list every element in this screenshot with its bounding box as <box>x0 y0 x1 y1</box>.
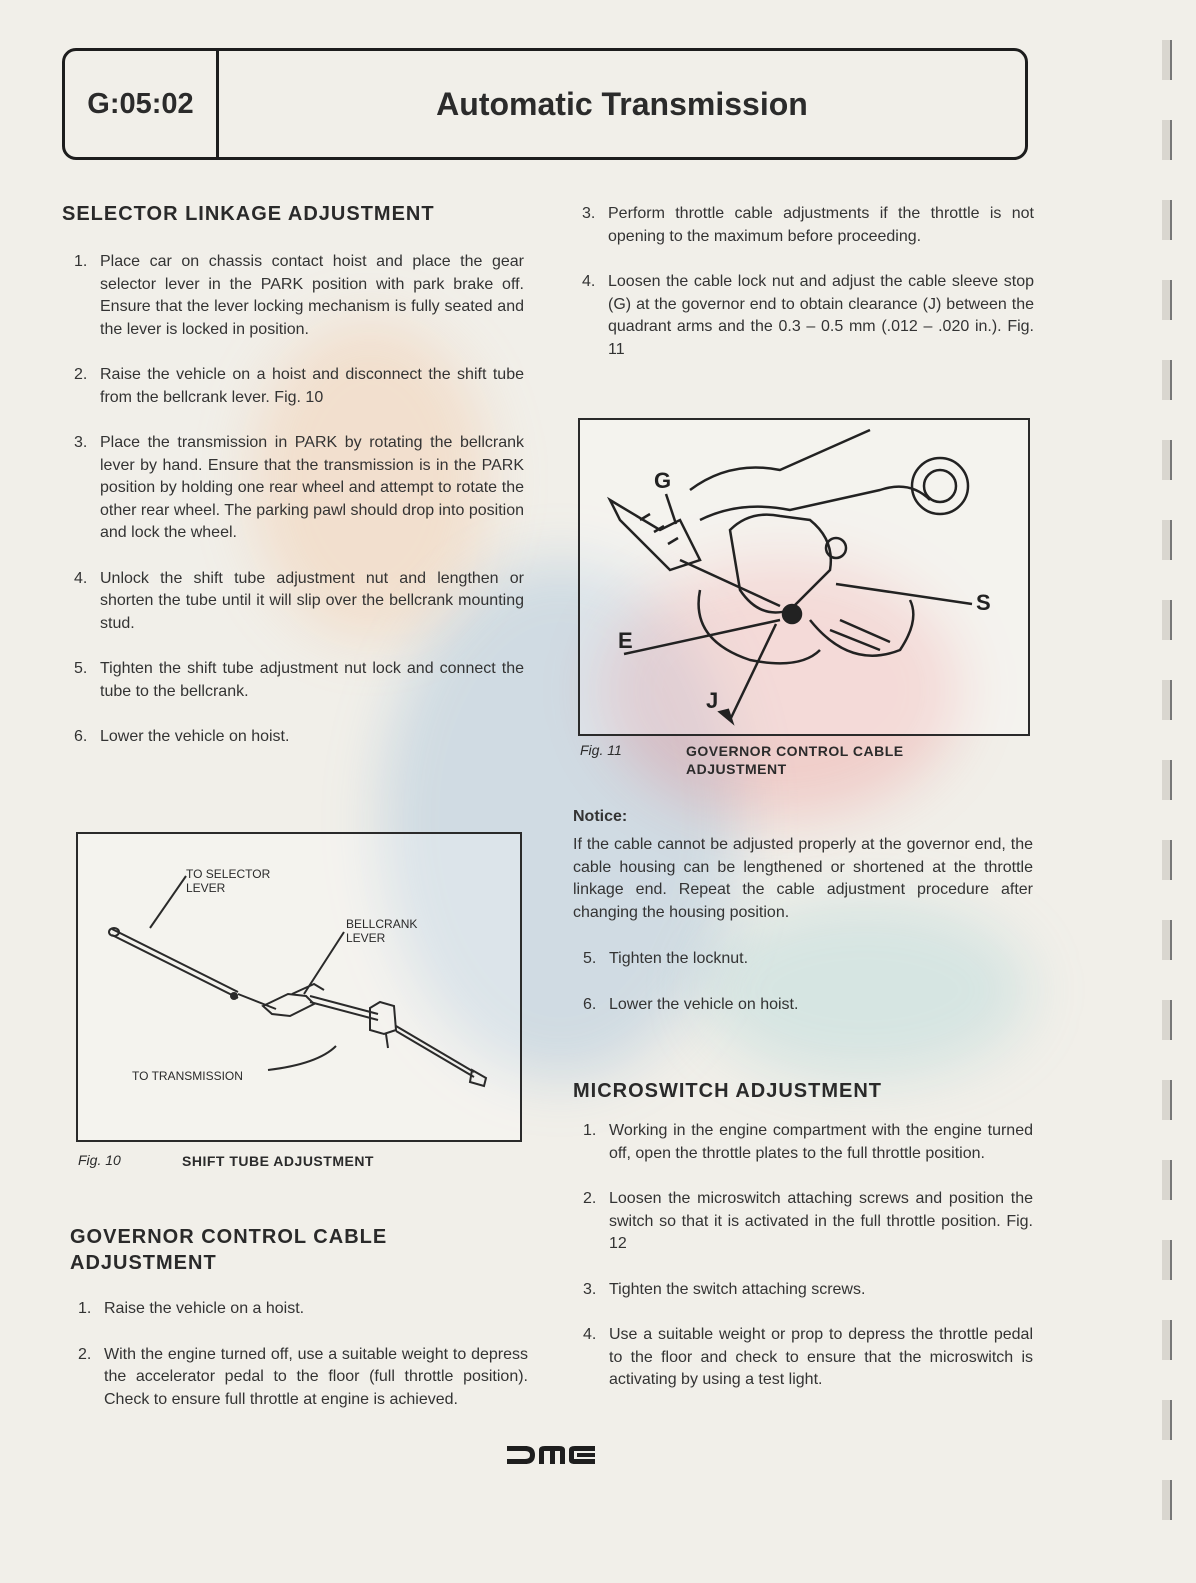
left-column <box>62 201 524 772</box>
list-item: 5. Tighten the locknut. <box>583 950 749 967</box>
microswitch-heading: MICROSWITCH ADJUSTMENT <box>573 1080 883 1102</box>
list-item: 2. Loosen the microswitch attaching screws and position the switch so that it is activated in the full throttle position. Fig. 12 <box>583 1190 1033 1252</box>
notice-block <box>573 808 1033 1039</box>
right-column-top <box>582 203 1034 384</box>
figure-10 <box>76 832 522 1142</box>
governor-cable-diagram <box>580 420 1028 734</box>
list-item: 2. With the engine turned off, use a suitable weight to depress the accelerator pedal to the floor (full throttle position). Check to ensure full throttle at engine is achieved. <box>78 1345 528 1408</box>
figure-11 <box>578 418 1030 736</box>
governor-steps <box>78 1298 528 1411</box>
section-code: G:05:02 <box>65 51 219 157</box>
governor-section <box>70 1224 528 1434</box>
page-title: Automatic Transmission <box>436 85 808 122</box>
list-item: 5. Tighten the shift tube adjustment nut lock and connect the tube to the bellcrank. <box>74 660 524 700</box>
list-item: 3. Place the transmission in PARK by rotating the bellcrank lever by hand. Ensure that the transmission is in the PARK position by holding one rear wheel and attempt to rotate the other rear wheel. The parking pawl should drop into position and lock the wheel. <box>74 434 524 541</box>
governor-steps-after <box>583 948 1033 1016</box>
figure-11-caption <box>580 742 1030 782</box>
list-item: 1. Raise the vehicle on a hoist. <box>78 1300 305 1317</box>
label-g: G <box>654 468 672 493</box>
microswitch-section <box>573 1078 1033 1415</box>
label-to-selector: TO SELECTOR <box>186 867 271 881</box>
selector-heading: SELECTOR LINKAGE ADJUSTMENT <box>62 203 435 225</box>
label-to-transmission: TO TRANSMISSION <box>132 1069 243 1083</box>
list-item: 2. Raise the vehicle on a hoist and disconnect the shift tube from the bellcrank lever. Fig. 10 <box>74 366 524 406</box>
list-item: 4. Use a suitable weight or prop to depress the throttle pedal to the floor and check to ensure that the microswitch is activating by using a test light. <box>583 1326 1033 1388</box>
shift-tube-diagram <box>78 834 520 1140</box>
label-j: J <box>706 688 719 713</box>
binder-holes <box>1162 40 1174 1540</box>
dmc-logo-icon <box>507 1444 597 1466</box>
list-item: 6. Lower the vehicle on hoist. <box>583 995 799 1013</box>
list-item: 4. Loosen the cable lock nut and adjust the cable sleeve stop (G) at the governor end to obtain clearance (J) between the quadrant arms and the 0.3 – 0.5 mm (.012 – .020 in.). Fig. 11 <box>582 273 1034 358</box>
notice-label: Notice: <box>573 808 628 825</box>
label-e: E <box>618 628 633 653</box>
selector-steps <box>74 251 524 749</box>
figure-title: SHIFT TUBE ADJUSTMENT <box>182 1153 374 1169</box>
governor-steps-continued <box>582 203 1034 361</box>
list-item: 6. Lower the vehicle on hoist. <box>74 728 290 745</box>
list-item: 1. Place car on chassis contact hoist and place the gear selector lever in the PARK position with park brake off. Ensure that the lever locking mechanism is fully seated and the lever is locked in position. <box>74 253 524 338</box>
figure-10-caption <box>78 1152 518 1176</box>
label-bellcrank-lever: LEVER <box>346 931 386 945</box>
list-item: 4. Unlock the shift tube adjustment nut and lengthen or shorten the tube until it will slip over the bellcrank mounting stud. <box>74 569 524 632</box>
label-bellcrank: BELLCRANK <box>346 917 418 931</box>
list-item: 3. Perform throttle cable adjustments if the throttle is not opening to the maximum before proceeding. <box>582 205 1034 245</box>
page-header <box>62 48 1028 160</box>
list-item: 3. Tighten the switch attaching screws. <box>583 1280 866 1298</box>
figure-number: Fig. 11 <box>580 742 622 758</box>
governor-heading: GOVERNOR CONTROL CABLE ADJUSTMENT <box>70 1226 388 1274</box>
microswitch-steps <box>583 1120 1033 1392</box>
label-s: S <box>976 590 991 615</box>
list-item: 1. Working in the engine compartment with the engine turned off, open the throttle plates to the full throttle position. <box>583 1122 1033 1162</box>
figure-number: Fig. 10 <box>78 1152 121 1168</box>
label-lever: LEVER <box>186 881 226 895</box>
notice-text: If the cable cannot be adjusted properly at the governor end, the cable housing can be lengthened or shortened at the throttle linkage end. Repeat the cable adjustment procedure after changing the housing position. <box>573 836 1033 921</box>
figure-title: GOVERNOR CONTROL CABLE ADJUSTMENT <box>686 743 904 777</box>
